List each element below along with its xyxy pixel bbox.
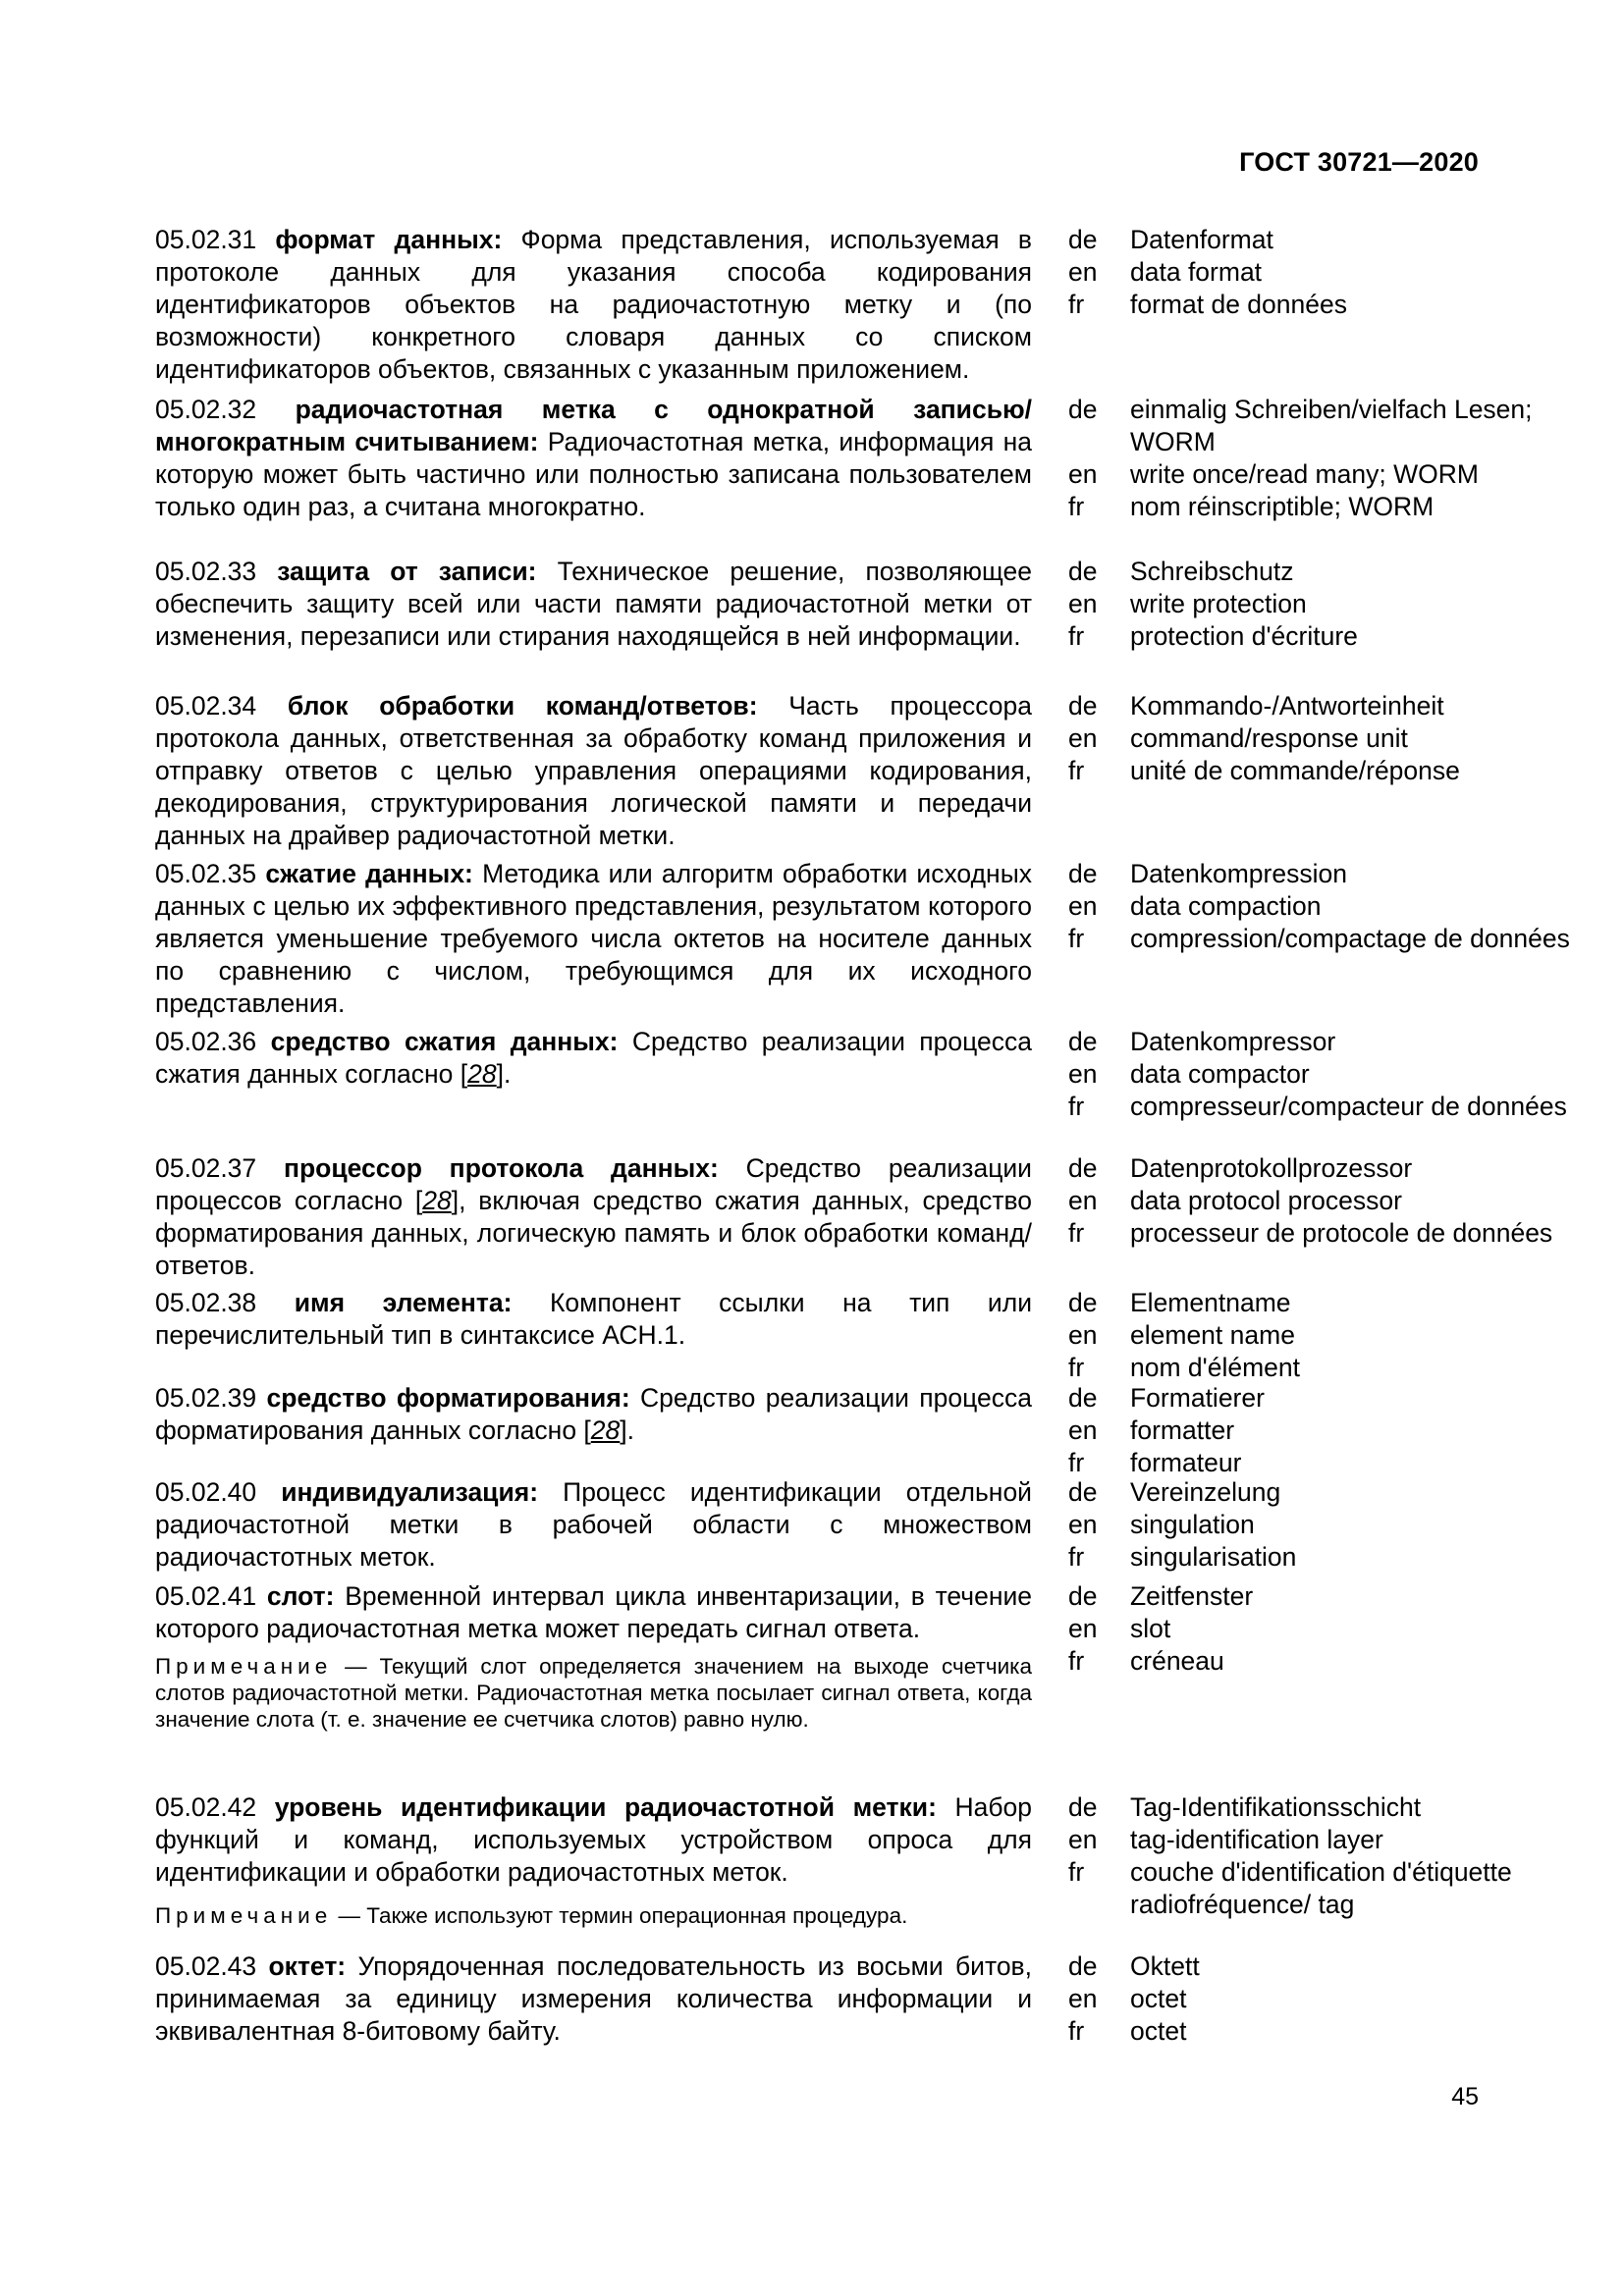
foreign-terms: de Tag-Identifikationsschicht en tag-identification layer fr couche d'identification d'étiquette radiofréquence/ tag (1068, 1791, 1618, 1921)
entry-term: октет: (268, 1951, 347, 1981)
term-en: slot (1130, 1614, 1171, 1643)
entry-number: 05.02.38 (155, 1288, 257, 1317)
term-fr: protection d'écriture (1130, 621, 1358, 651)
foreign-terms: de Formatierer en formatter fr formateur (1068, 1382, 1618, 1479)
foreign-terms: de Kommando-/Antworteinheit en command/response unit fr unité de commande/réponse (1068, 690, 1618, 787)
entry-number: 05.02.41 (155, 1581, 257, 1611)
term-de: Vereinzelung (1130, 1477, 1281, 1507)
entry-definition-ru (155, 394, 1032, 523)
term-fr: octet (1130, 2016, 1187, 2046)
term-fr: singularisation (1130, 1542, 1297, 1572)
term-de: Tag-Identifikationsschicht (1130, 1792, 1422, 1822)
note-label: Примечание (155, 1903, 333, 1928)
entry-term: имя элемента: (294, 1288, 513, 1317)
foreign-terms: de Datenkompression en data compaction fr compression/compactage de données (1068, 858, 1618, 955)
term-fr: couche d'identification d'étiquette radiofréquence/ tag (1130, 1857, 1512, 1919)
entry-number: 05.02.31 (155, 225, 257, 254)
term-de: Kommando-/Antworteinheit (1130, 691, 1444, 721)
entry-term: формат данных: (275, 225, 503, 254)
entry-definition-ru (155, 1791, 1032, 1889)
term-en: command/response unit (1130, 723, 1408, 753)
foreign-terms: de Schreibschutz en write protection fr protection d'écriture (1068, 556, 1618, 653)
term-de: Zeitfenster (1130, 1581, 1254, 1611)
entry-term: радиочастотная метка с однократной записью/многократным считыванием: (155, 395, 1032, 456)
entry-term: средство форматирования: (266, 1383, 630, 1413)
entry-term: индивидуализация: (281, 1477, 539, 1507)
note-label: Примечание (155, 1654, 333, 1679)
term-de: Elementname (1130, 1288, 1291, 1317)
term-en: write protection (1130, 589, 1307, 618)
entry-definition: Методика или алгоритм обработки исходных данных с целью их эффективного представления, результатом которого является уменьшение требуемого числа октетов на носителе данных по сравнению с числом, требующимся для их исходного представления. (155, 859, 1032, 1018)
entry-definition-ru (155, 1950, 1032, 2048)
entry-number: 05.02.34 (155, 691, 257, 721)
term-de: Formatierer (1130, 1383, 1265, 1413)
term-en: data format (1130, 257, 1263, 287)
term-fr: processeur de protocole de données (1130, 1218, 1553, 1248)
entry-definition: Процесс идентификации отдельной радиочастотной метки в рабочей области с множеством радиочастотных меток. (155, 1477, 1032, 1572)
entry-definition: Набор функций и команд, используемых устройством опроса для идентификации и обработки радиочастотных меток. (155, 1792, 1032, 1887)
entry-definition: Техническое решение, позволяющее обеспечить защиту всей или части памяти радиочастотной метки от изменения, перезаписи или стирания находящейся в ней информации. (155, 557, 1032, 651)
entry-definition-ru (155, 1152, 1032, 1282)
term-de: Oktett (1130, 1951, 1200, 1981)
entry-number: 05.02.40 (155, 1477, 257, 1507)
entry-term: сжатие данных: (265, 859, 473, 888)
term-de: Datenkompressor (1130, 1027, 1336, 1056)
foreign-terms: de Vereinzelung en singulation fr singularisation (1068, 1476, 1618, 1574)
foreign-terms: de Datenkompressor en data compactor fr compresseur/compacteur de données (1068, 1026, 1618, 1123)
entry-term: процессор протокола данных: (283, 1153, 719, 1183)
entry-definition-ru (155, 1382, 1032, 1447)
entry-definition: Радиочастотная метка, информация на которую может быть частично или полностью записана пользователем только один раз, а считана многократно. (155, 427, 1032, 521)
entry-definition-tail: ]. (620, 1415, 635, 1445)
term-en: write once/read many; WORM (1130, 459, 1479, 489)
term-fr: créneau (1130, 1646, 1224, 1676)
entry-number: 05.02.37 (155, 1153, 257, 1183)
entry-number: 05.02.39 (155, 1383, 257, 1413)
foreign-terms: de Oktett en octet fr octet (1068, 1950, 1618, 2048)
entry-term: защита от записи: (277, 557, 537, 586)
entry-definition: Форма представления, используемая в протоколе данных для указания способа кодирования идентификаторов объектов на радиочастотную метку и (по возможности) конкретного словаря данных со списком идентификаторов объектов, связанных с указанным приложением. (155, 225, 1032, 384)
entry-definition: Компонент ссылки на тип или перечислительный тип в синтаксисе АСН.1. (155, 1288, 1033, 1350)
term-fr: compression/compactage de données (1130, 924, 1570, 953)
foreign-terms: de Datenformat en data format fr format de données (1068, 224, 1618, 321)
entry-definition-ru (155, 1580, 1032, 1645)
bibliography-reference-link[interactable]: 28 (590, 1415, 621, 1445)
entry-definition-ru (155, 1026, 1032, 1091)
term-de: Schreibschutz (1130, 557, 1294, 586)
term-en: data compactor (1130, 1059, 1310, 1089)
entry-term: слот: (266, 1581, 335, 1611)
entry-definition-ru (155, 858, 1032, 1020)
term-fr: compresseur/compacteur de données (1130, 1092, 1567, 1121)
foreign-terms: de Elementname en element name fr nom d'élément (1068, 1287, 1618, 1384)
entry-definition-ru (155, 1476, 1032, 1574)
term-de: Datenprotokollprozessor (1130, 1153, 1413, 1183)
entry-number: 05.02.42 (155, 1792, 257, 1822)
entry-number: 05.02.43 (155, 1951, 257, 1981)
term-fr: nom réinscriptible; WORM (1130, 492, 1435, 521)
entry-definition: Часть процессора протокола данных, ответственная за обработку команд приложения и отправку ответов с целью управления операциями кодирования, декодирования, структурирования логической памяти и передачи данных на драйвер радиочастотной метки. (155, 691, 1032, 850)
entry-definition-tail: ]. (496, 1059, 512, 1089)
foreign-terms: de Zeitfenster en slot fr créneau (1068, 1580, 1618, 1678)
term-en: element name (1130, 1320, 1295, 1350)
bibliography-reference-link[interactable]: 28 (422, 1186, 452, 1215)
entry-definition: Средство реализации процессов согласно [ (155, 1153, 1032, 1215)
term-de: einmalig Schreiben/vielfach Lesen; WORM (1130, 395, 1533, 456)
entry-definition: Временной интервал цикла инвентаризации, в течение которого радиочастотная метка может передать сигнал ответа. (155, 1581, 1032, 1643)
term-fr: nom d'élément (1130, 1353, 1300, 1382)
entry-definition: Упорядоченная последовательность из восьми битов, принимаемая за единицу измерения количества информации и эквивалентная 8-битовому байту. (155, 1951, 1032, 2046)
term-en: octet (1130, 1984, 1187, 2013)
term-fr: format de données (1130, 290, 1347, 319)
entry-definition-tail: ], включая средство сжатия данных, средство форматирования данных, логическую память и блок обработки команд/ответов. (155, 1186, 1033, 1280)
term-en: tag-identification layer (1130, 1825, 1383, 1854)
entry-definition-ru (155, 1287, 1032, 1352)
note-text: — Текущий слот определяется значением на выходе счетчика слотов радиочастотной метки. Радиочастотная метка посылает сигнал ответа, когда значение слота (т. е. значение ее счетчика слотов) равно нулю. (155, 1654, 1032, 1732)
entry-definition-ru (155, 224, 1032, 386)
foreign-terms: de Datenprotokollprozessor en data protocol processor fr processeur de protocole de données (1068, 1152, 1618, 1250)
entry-number: 05.02.33 (155, 557, 257, 586)
entry-number: 05.02.36 (155, 1027, 257, 1056)
term-en: data protocol processor (1130, 1186, 1402, 1215)
entry-definition-ru (155, 556, 1032, 653)
term-de: Datenkompression (1130, 859, 1347, 888)
entry-term: уровень идентификации радиочастотной метки: (274, 1792, 937, 1822)
entry-term: средство сжатия данных: (270, 1027, 619, 1056)
entry-number: 05.02.32 (155, 395, 257, 424)
note-text: — Также используют термин операционная процедура. (332, 1903, 908, 1928)
term-fr: unité de commande/réponse (1130, 756, 1460, 785)
document-header: ГОСТ 30721—2020 (1239, 147, 1479, 177)
term-en: singulation (1130, 1510, 1255, 1539)
term-en: data compaction (1130, 891, 1322, 921)
page-number: 45 (1451, 2083, 1479, 2110)
entry-term: блок обработки команд/ответов: (287, 691, 758, 721)
foreign-terms: de einmalig Schreiben/vielfach Lesen; WORM en write once/read many; WORM fr nom réinscriptible; WORM (1068, 394, 1618, 523)
entry-definition: Средство реализации процесса форматирования данных согласно [ (155, 1383, 1032, 1445)
entry-number: 05.02.35 (155, 859, 257, 888)
term-de: Datenformat (1130, 225, 1273, 254)
term-en: formatter (1130, 1415, 1235, 1445)
entry-definition: Средство реализации процесса сжатия данных согласно [ (155, 1027, 1032, 1089)
term-fr: formateur (1130, 1448, 1242, 1477)
entry-note (155, 1653, 1032, 1733)
entry-note (155, 1902, 1032, 1929)
entry-definition-ru (155, 690, 1032, 852)
bibliography-reference-link[interactable]: 28 (467, 1059, 497, 1089)
